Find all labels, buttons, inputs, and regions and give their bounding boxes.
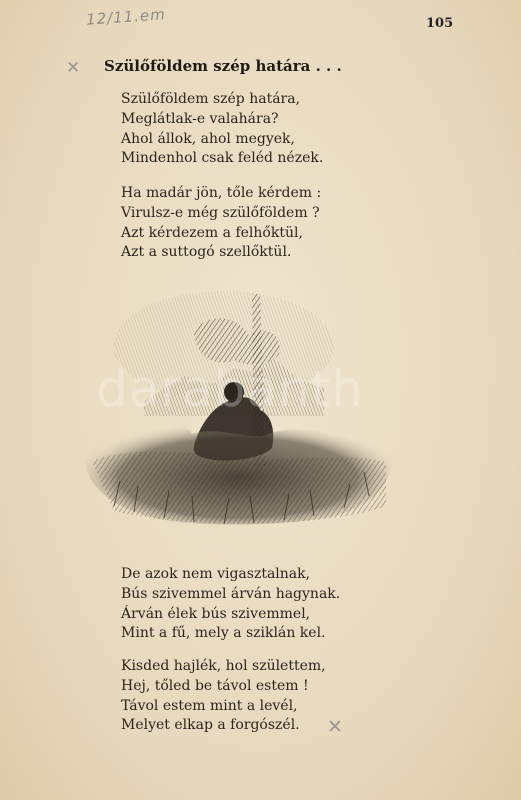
poem-line: Melyet elkap a forgószél. [121, 717, 300, 734]
stanza-4 [121, 657, 326, 736]
poem-line: Szülőföldem szép határa, [121, 91, 301, 107]
stanza-1 [121, 90, 323, 169]
poem-line: Azt kérdezem a felhőktül, [121, 224, 303, 241]
ground-hatching [92, 451, 386, 523]
pencil-x-mark-bottom: ✕ [327, 716, 343, 738]
poem-line: Azt a suttogó szellőktül. [121, 244, 292, 261]
poem-line: Mindenhol csak feléd nézek. [121, 150, 324, 167]
stanza-3 [121, 565, 340, 644]
poem-line: Ha madár jön, tőle kérdem : [121, 185, 322, 201]
watermark: darabanth [96, 360, 364, 418]
poem-line: De azok nem vigasztalnak, [121, 566, 311, 582]
poem-line: Meglátlak-e valahára? [121, 110, 279, 127]
pencil-x-mark-top: ✕ [66, 58, 81, 78]
page-number: 105 [426, 16, 454, 31]
poem-line: Ahol állok, ahol megyek, [121, 130, 295, 147]
stanza-2 [121, 184, 321, 263]
poem-line: Mint a fű, mely a sziklán kel. [121, 625, 326, 642]
poem-line: Hej, tőled be távol estem ! [121, 677, 309, 694]
poem-line: Távol estem mint a levél, [121, 697, 298, 714]
pencil-annotation: 12/11.em [85, 5, 167, 29]
poem-line: Virulsz-e még szülőföldem ? [121, 204, 320, 221]
poem-line: Árván élek bús szivemmel, [121, 605, 311, 622]
poem-title: Szülőföldem szép határa . . . [104, 57, 342, 75]
poem-line: Bús szivemmel árván hagynak. [121, 585, 341, 602]
poem-line: Kisded hajlék, hol születtem, [121, 658, 326, 674]
